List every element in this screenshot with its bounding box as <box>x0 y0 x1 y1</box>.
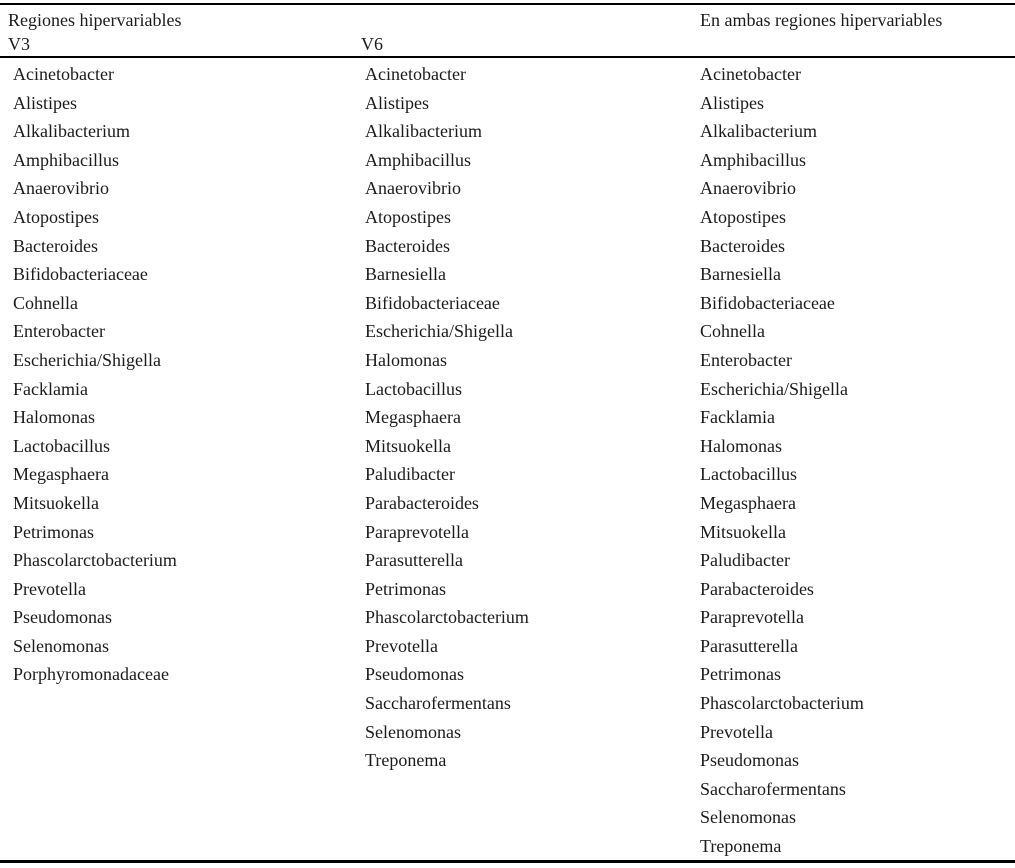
taxon-cell: Alkalibacterium <box>13 121 130 142</box>
taxon-cell: Parabacteroides <box>365 492 479 513</box>
taxon-cell: Paludibacter <box>365 464 455 485</box>
column-v3-taxa-list <box>13 60 358 689</box>
taxon-cell: Megasphaera <box>700 492 796 513</box>
taxon-cell: Amphibacillus <box>365 149 471 170</box>
column-both-regions-taxa-list <box>700 60 1010 861</box>
taxon-cell: Petrimonas <box>13 521 94 542</box>
table-bottom-rule <box>0 860 1015 863</box>
taxon-cell: Prevotella <box>13 578 86 599</box>
taxon-cell: Alistipes <box>13 92 78 113</box>
taxon-cell: Treponema <box>365 750 447 771</box>
taxon-cell: Phascolarctobacterium <box>365 607 529 628</box>
taxon-cell: Atopostipes <box>700 206 787 227</box>
taxon-cell: Anaerovibrio <box>700 178 796 199</box>
header-regiones-hipervariables: Regiones hipervariables <box>8 10 182 30</box>
taxon-cell: Bacteroides <box>13 235 98 256</box>
taxon-cell: Bifidobacteriaceae <box>365 292 500 313</box>
taxon-cell: Saccharofermentans <box>700 778 846 799</box>
header-en-ambas-regiones: En ambas regiones hipervariables <box>700 10 943 30</box>
taxon-cell: Cohnella <box>13 292 78 313</box>
taxon-cell: Petrimonas <box>700 664 781 685</box>
taxon-cell: Mitsuokella <box>365 435 451 456</box>
taxon-cell: Enterobacter <box>700 349 792 370</box>
taxon-cell: Parabacteroides <box>700 578 814 599</box>
taxon-cell: Phascolarctobacterium <box>13 550 177 571</box>
header-col-v3: V3 <box>8 34 30 54</box>
taxon-cell: Atopostipes <box>13 206 100 227</box>
taxon-cell: Pseudomonas <box>13 607 112 628</box>
taxon-cell: Megasphaera <box>13 464 109 485</box>
taxon-cell: Amphibacillus <box>700 149 806 170</box>
taxon-cell: Acinetobacter <box>365 64 466 84</box>
header-col-v6: V6 <box>361 34 383 54</box>
taxon-cell: Pseudomonas <box>700 750 799 771</box>
taxon-cell: Paludibacter <box>700 550 790 571</box>
taxon-cell: Alkalibacterium <box>365 121 482 142</box>
taxon-cell: Amphibacillus <box>13 149 119 170</box>
taxon-cell: Parasutterella <box>365 550 463 571</box>
taxon-cell: Escherichia/Shigella <box>13 349 161 370</box>
taxon-cell: Alistipes <box>700 92 765 113</box>
taxon-cell: Porphyromonadaceae <box>13 664 169 685</box>
taxon-cell: Paraprevotella <box>365 521 469 542</box>
table-header-rule <box>0 56 1015 58</box>
taxon-cell: Bacteroides <box>365 235 450 256</box>
taxon-cell: Atopostipes <box>365 206 452 227</box>
taxon-cell: Parasutterella <box>700 635 798 656</box>
taxon-cell: Mitsuokella <box>13 492 99 513</box>
taxon-cell: Halomonas <box>365 349 447 370</box>
taxon-cell: Escherichia/Shigella <box>365 321 513 342</box>
taxon-cell: Halomonas <box>13 407 95 428</box>
taxon-cell: Facklamia <box>13 378 88 399</box>
taxon-cell: Anaerovibrio <box>365 178 461 199</box>
taxon-cell: Prevotella <box>365 635 438 656</box>
taxon-cell: Enterobacter <box>13 321 105 342</box>
taxon-cell: Anaerovibrio <box>13 178 109 199</box>
taxon-cell: Paraprevotella <box>700 607 804 628</box>
taxon-cell: Saccharofermentans <box>365 693 511 714</box>
taxon-cell: Acinetobacter <box>700 64 801 84</box>
taxon-cell: Lactobacillus <box>13 435 110 456</box>
taxon-cell: Mitsuokella <box>700 521 786 542</box>
taxon-cell: Petrimonas <box>365 578 446 599</box>
taxon-cell: Pseudomonas <box>365 664 464 685</box>
table-top-rule <box>0 3 1015 5</box>
taxon-cell: Facklamia <box>700 407 775 428</box>
taxon-cell: Selenomonas <box>700 807 796 828</box>
taxon-cell: Phascolarctobacterium <box>700 693 864 714</box>
taxon-cell: Megasphaera <box>365 407 461 428</box>
taxon-cell: Selenomonas <box>365 721 461 742</box>
taxon-cell: Alkalibacterium <box>700 121 817 142</box>
taxon-cell: Bacteroides <box>700 235 785 256</box>
taxon-cell: Barnesiella <box>700 264 781 285</box>
taxon-cell: Lactobacillus <box>700 464 797 485</box>
taxon-cell: Cohnella <box>700 321 765 342</box>
taxon-cell: Prevotella <box>700 721 773 742</box>
column-v6-taxa-list <box>365 60 695 775</box>
taxon-cell: Lactobacillus <box>365 378 462 399</box>
taxon-cell: Acinetobacter <box>13 64 114 84</box>
taxon-cell: Barnesiella <box>365 264 446 285</box>
taxon-cell: Halomonas <box>700 435 782 456</box>
taxon-cell: Escherichia/Shigella <box>700 378 848 399</box>
taxon-cell: Treponema <box>700 836 782 857</box>
taxon-cell: Selenomonas <box>13 635 109 656</box>
taxon-cell: Bifidobacteriaceae <box>700 292 835 313</box>
taxon-cell: Alistipes <box>365 92 430 113</box>
taxon-cell: Bifidobacteriaceae <box>13 264 148 285</box>
